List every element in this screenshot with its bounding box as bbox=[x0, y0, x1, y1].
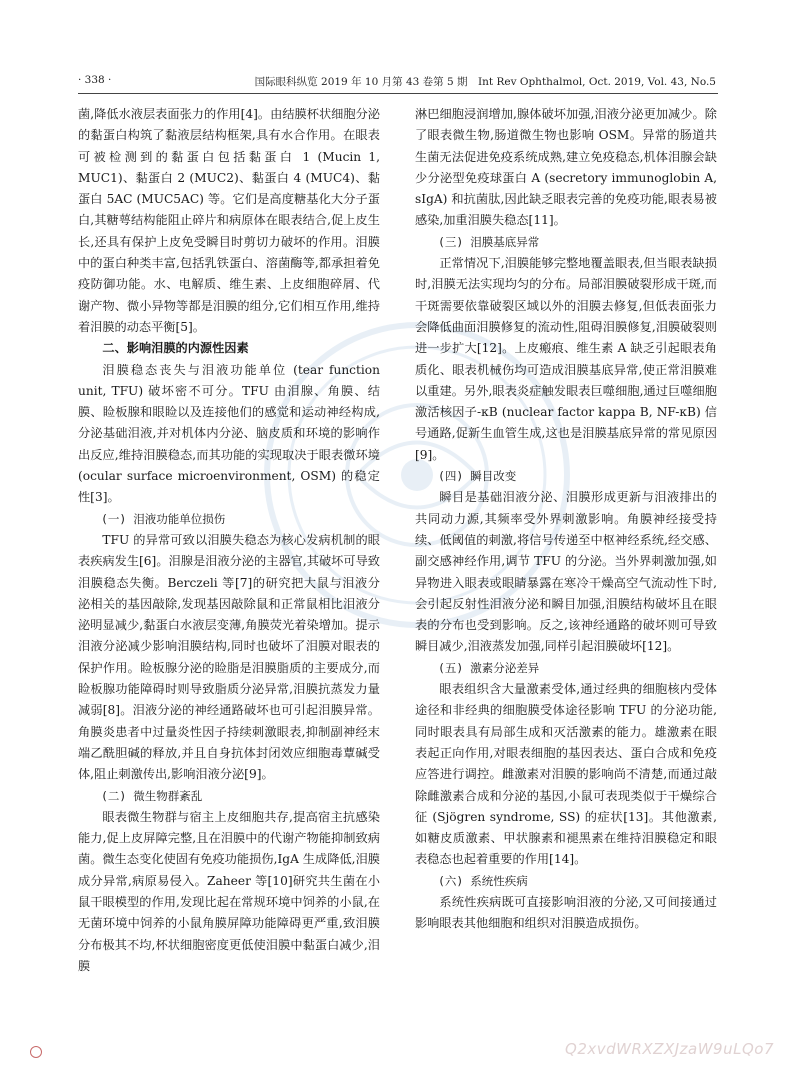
paragraph-continued: 淋巴细胞浸润增加,腺体破坏加强,泪液分泌更加减少。除了眼表微生物,肠道微生物也影响 OSM。异常的肠道共生菌无法促进免疫系统成熟,建立免疫稳态,机体泪腺会缺少分泌型免疫球蛋白 A (secretory immunoglobin A, sIgA) 和抗菌肽,因此缺乏眼表完善的免疫功能,眼表易被感染,加重泪膜失稳态[11]。 bbox=[415, 107, 717, 228]
section-heading: 二、影响泪膜的内源性因素 bbox=[102, 341, 249, 356]
right-column bbox=[415, 104, 717, 935]
subsection-heading: (五) 激素分泌差异 bbox=[438, 660, 540, 675]
publisher-logo-icon bbox=[30, 1046, 42, 1058]
page-number: · 338 · bbox=[78, 74, 112, 86]
subsection-heading: (一) 泪液功能单位损伤 bbox=[101, 511, 226, 526]
subsection-heading: (四) 瞬目改变 bbox=[438, 469, 517, 484]
paragraph: 泪膜稳态丧失与泪液功能单位 (tear function unit, TFU) 破坏密不可分。TFU 由泪腺、角膜、结膜、睑板腺和眼睑以及连接他们的感觉和运动神经构成,分泌基础泪液,并对机体内分泌、脑皮质和环境的影响作出反应,维持泪膜稳态,而其功能的实现取决于眼表微环境 (ocular surface microenvironment, OSM) 的稳定性[3]。 bbox=[78, 362, 380, 505]
document-code: Q2xvdWRXZXJzaW9uLQo7 bbox=[565, 1040, 774, 1058]
subsection-heading: (二) 微生物群紊乱 bbox=[101, 788, 203, 803]
subsection-heading: (六) 系统性疾病 bbox=[438, 873, 528, 888]
paragraph: 瞬目是基础泪液分泌、泪膜形成更新与泪液排出的共同动力源,其频率受外界刺激影响。角膜神经接受持续、低阈值的刺激,将信号传递至中枢神经系统,经交感、副交感神经作用,调节 TFU 的分泌。当外界刺激加强,如异物进入眼表或眼睛暴露在寒冷干燥高空气流动性下时,会引起反射性泪液分泌和瞬目加强,泪膜结构破坏且在眼表的分布也受到影响。反之,该神经通路的破坏则可导致瞬目减少,泪液蒸发加强,同样引起泪膜破坏[12]。 bbox=[415, 490, 717, 654]
paragraph: TFU 的异常可致以泪膜失稳态为核心发病机制的眼表疾病发生[6]。泪腺是泪液分泌的主器官,其破坏可导致泪膜稳态失衡。Berczeli 等[7]的研究把大鼠与泪液分泌相关的基因敲除,发现基因敲除鼠和正常鼠相比泪液分泌明显减少,黏蛋白水液层变薄,角膜荧光着染增加。提示泪液分泌减少影响泪膜结构,同时也破坏了泪膜对眼表的保护作用。睑板腺分泌的睑脂是泪膜脂质的主要成分,而睑板腺功能障碍时则导致脂质分泌异常,泪膜抗蒸发力量减弱[8]。泪液分泌的神经通路破坏也可引起泪膜异常。角膜炎患者中过量炎性因子持续刺激眼表,抑制副神经末端乙酰胆碱的释放,并且自身抗体封闭效应细胞毒蕈碱受体,阻止刺激传出,影响泪液分泌[9]。 bbox=[78, 532, 380, 782]
paragraph: 眼表微生物群与宿主上皮细胞共存,提高宿主抗感染能力,促上皮屏障完整,且在泪膜中的代谢产物能抑制致病菌。微生态变化使固有免疫功能损伤,IgA 生成降低,泪膜成分异常,病原易侵入。Zaheer 等[10]研究共生菌在小鼠干眼模型的作用,发现比起在常规环境中饲养的小鼠,在无菌环境中饲养的小鼠角膜屏障功能障碍更严重,致泪膜分布极其不均,杯状细胞密度更低使泪膜中黏蛋白减少,泪膜 bbox=[78, 809, 380, 973]
paragraph: 系统性疾病既可直接影响泪液的分泌,又可间接通过影响眼表其他细胞和组织对泪膜造成损伤。 bbox=[415, 894, 717, 931]
left-column bbox=[78, 104, 380, 977]
paragraph: 正常情况下,泪膜能够完整地覆盖眼表,但当眼表缺损时,泪膜无法实现均匀的分布。局部泪膜破裂形成干斑,而干斑需要依靠破裂区域以外的泪膜去修复,但低表面张力会降低曲面泪膜修复的流动性,阻碍泪膜修复,泪膜破裂则进一步扩大[12]。上皮瘢痕、维生素 A 缺乏引起眼表角质化、眼表机械伤均可造成泪膜基底异常,使正常泪膜难以重建。另外,眼表炎症触发眼表巨噬细胞,通过巨噬细胞激活核因子-κB (nuclear factor kappa B, NF-κB) 信号通路,促新生血管生成,这也是泪膜基底异常的常见原因[9]。 bbox=[415, 256, 717, 462]
paragraph-continued: 菌,降低水液层表面张力的作用[4]。由结膜杯状细胞分泌的黏蛋白构筑了黏液层结构框架,具有水合作用。在眼表可被检测到的黏蛋白包括黏蛋白 1 (Mucin 1, MUC1)、黏蛋白 2 (MUC2)、黏蛋白 4 (MUC4)、黏蛋白 5AC (MUC5AC) 等。它们是高度糖基化大分子蛋白,其糖萼结构能阻止碎片和病原体在眼表结合,促上皮生长,还具有保护上皮免受瞬目时剪切力破坏的作用。泪膜中的蛋白种类丰富,包括乳铁蛋白、溶菌酶等,都承担着免疫防御功能。水、电解质、维生素、上皮细胞碎屑、代谢产物、微小异物等都是泪膜的组分,它们相互作用,维持着泪膜的动态平衡[5]。 bbox=[78, 107, 380, 334]
header-rule bbox=[78, 93, 718, 94]
paragraph: 眼表组织含大量激素受体,通过经典的细胞核内受体途径和非经典的细胞膜受体途径影响 TFU 的分泌功能,同时眼表具有局部生成和灭活激素的能力。雄激素在眼表起正向作用,对眼表细胞的基因表达、蛋白合成和免疫应答进行调控。雌激素对泪膜的影响尚不清楚,而通过敲除雌激素合成和分泌的基因,小鼠可表现类似于干燥综合征 (Sjögren syndrome, SS) 的症状[13]。其他激素,如糖皮质激素、甲状腺素和褪黑素在维持泪膜稳定和眼表稳态也起着重要的作用[14]。 bbox=[415, 682, 717, 867]
page-header bbox=[78, 74, 716, 90]
publisher-logo bbox=[30, 1046, 46, 1058]
subsection-heading: (三) 泪膜基底异常 bbox=[438, 234, 540, 249]
journal-running-title: 国际眼科纵览 2019 年 10 月第 43 卷第 5 期 Int Rev Ophthalmol, Oct. 2019, Vol. 43, No.5 bbox=[254, 76, 716, 88]
